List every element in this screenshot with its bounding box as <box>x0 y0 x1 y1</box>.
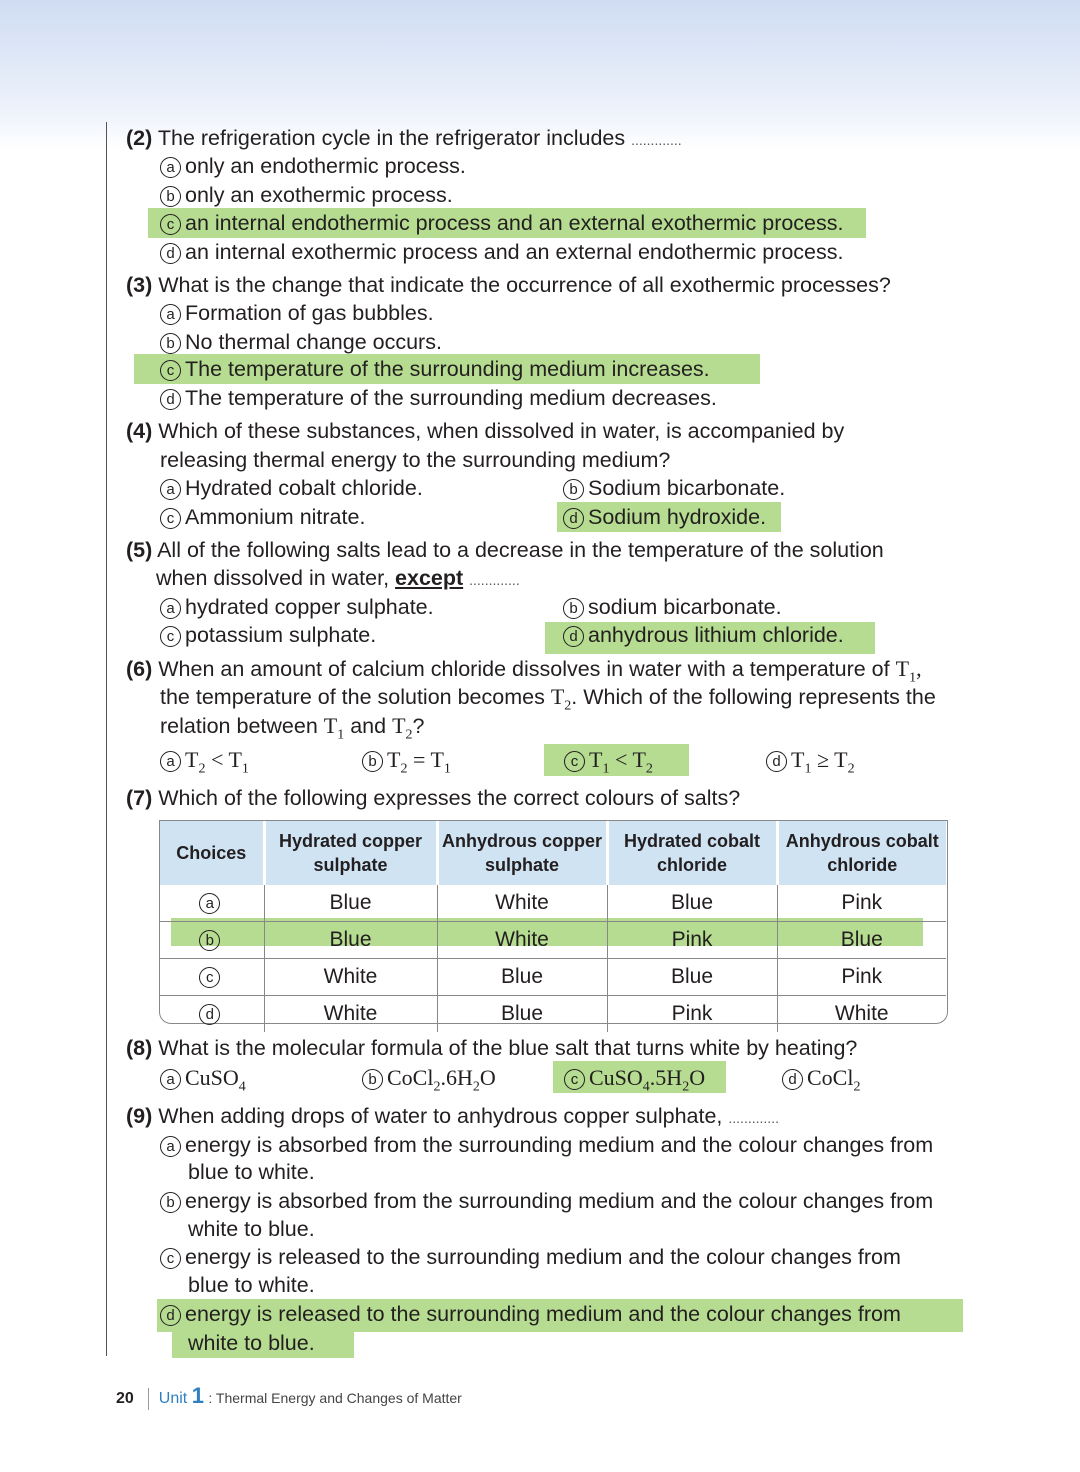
letter-d-icon: d <box>766 751 787 772</box>
table-cell: White <box>264 996 437 1033</box>
table-cell: White <box>437 922 607 959</box>
letter-b-icon: b <box>160 333 181 354</box>
table-cell: Blue <box>264 885 437 922</box>
q9-option-a-cont: blue to white. <box>188 1160 315 1184</box>
table-cell: White <box>834 1002 889 1025</box>
q3-question: (3) What is the change that indicate the occurrence of all exothermic processes? <box>126 273 891 297</box>
table-cell: Blue <box>437 996 607 1033</box>
table-header: Anhydrous cobalt chloride <box>777 821 946 885</box>
letter-b-icon: b <box>362 1069 383 1090</box>
q2-option-b[interactable]: b only an exothermic process. <box>160 182 453 208</box>
letter-d-icon: d <box>563 626 584 647</box>
letter-b-icon: b <box>362 751 383 772</box>
q9-option-d-cont: white to blue. <box>188 1331 315 1355</box>
left-margin-rule <box>106 122 107 1356</box>
q6-option-d[interactable]: d $T_1 \ge T_2$ <box>766 747 855 782</box>
q8-option-c[interactable]: c $CuSO_4.5H_2O$ <box>564 1065 705 1100</box>
letter-d-icon: d <box>160 1305 181 1326</box>
unit-number: 1 <box>191 1383 204 1408</box>
q4-option-b[interactable]: b Sodium bicarbonate. <box>563 475 785 501</box>
q2-option-a[interactable]: a only an endothermic process. <box>160 153 466 179</box>
q8-question: (8) What is the molecular formula of the blue salt that turns white by heating? <box>126 1036 858 1060</box>
q6-question: (6) When an amount of calcium chloride dissolves in water with a temperature of $T_1$, <box>126 656 922 686</box>
table-header: Anhydrous copper sulphate <box>437 821 607 885</box>
page-number: 20 <box>116 1390 134 1407</box>
q8-option-b[interactable]: b $CoCl_2.6H_2O$ <box>362 1065 496 1100</box>
q5-question: (5) All of the following salts lead to a decrease in the temperature of the solution <box>126 538 884 562</box>
table-cell: Pink <box>777 885 946 922</box>
letter-a-icon: a <box>160 598 181 619</box>
table-cell: Pink <box>777 959 946 996</box>
letter-a-icon: a <box>160 1136 181 1157</box>
q2-question: (2) The refrigeration cycle in the refrigerator includes ............. <box>126 126 682 150</box>
table-cell: Blue <box>607 885 777 922</box>
table-cell: Blue <box>437 959 607 996</box>
letter-d-icon: d <box>160 243 181 264</box>
q9-option-c-cont: blue to white. <box>188 1273 315 1297</box>
table-row[interactable] <box>160 996 946 1033</box>
q4-question: (4) Which of these substances, when dissolved in water, is accompanied by <box>126 419 845 443</box>
table-row[interactable] <box>160 959 946 996</box>
letter-c-icon: c <box>564 751 585 772</box>
q6-question-cont: the temperature of the solution becomes $T_2$. Which of the following represents the <box>160 684 936 714</box>
table-cell: White <box>264 959 437 996</box>
q3-option-c[interactable]: c The temperature of the surrounding medium increases. <box>160 356 710 382</box>
q2-option-c[interactable]: c an internal endothermic process and an external exothermic process. <box>160 210 844 236</box>
letter-c-icon: c <box>564 1069 585 1090</box>
table-cell: Blue <box>607 959 777 996</box>
table-cell: Blue <box>777 922 946 959</box>
q4-option-d[interactable]: d Sodium hydroxide. <box>563 504 766 530</box>
table-header: Hydrated cobalt chloride <box>607 821 777 885</box>
table-cell: Pink <box>607 996 777 1033</box>
letter-b-icon: b <box>563 479 584 500</box>
table-header-row <box>160 821 946 885</box>
q3-option-a[interactable]: a Formation of gas bubbles. <box>160 300 434 326</box>
table-header: Choices <box>160 821 264 885</box>
letter-a-icon: a <box>160 479 181 500</box>
q5-option-d[interactable]: d anhydrous lithium chloride. <box>563 622 844 648</box>
letter-d-icon: d <box>160 389 181 410</box>
q8-option-d[interactable]: d CoCl$_2$ <box>782 1065 860 1100</box>
letter-c-icon: c <box>160 360 181 381</box>
letter-a-icon: a <box>160 157 181 178</box>
letter-c-icon: c <box>199 967 220 988</box>
table-cell: Pink <box>607 922 777 959</box>
letter-a-icon: a <box>160 751 181 772</box>
q9-question: (9) When adding drops of water to anhydrous copper sulphate, ............. <box>126 1104 779 1128</box>
letter-a-icon: a <box>160 1069 181 1090</box>
q5-option-b[interactable]: b sodium bicarbonate. <box>563 594 782 620</box>
letter-a-icon: a <box>199 893 220 914</box>
q9-option-c[interactable]: c energy is released to the surrounding medium and the colour changes from <box>160 1244 901 1270</box>
letter-a-icon: a <box>160 304 181 325</box>
letter-b-icon: b <box>199 930 220 951</box>
q3-option-d[interactable]: d The temperature of the surrounding medium decreases. <box>160 385 717 411</box>
q4-question-cont: releasing thermal energy to the surrounding medium? <box>160 448 671 472</box>
letter-b-icon: b <box>160 1192 181 1213</box>
q6-option-a[interactable]: a $T_2 < T_1$ <box>160 747 249 782</box>
q6-question-cont2: relation between $T_1$ and $T_2$? <box>160 713 425 743</box>
q6-option-b[interactable]: b $T_2 = T_1$ <box>362 747 451 782</box>
q2-option-d[interactable]: d an internal exothermic process and an external endothermic process. <box>160 239 844 265</box>
q4-option-c[interactable]: c Ammonium nitrate. <box>160 504 365 530</box>
q9-option-a[interactable]: a energy is absorbed from the surrounding medium and the colour changes from <box>160 1132 933 1158</box>
q9-option-d[interactable]: d energy is released to the surrounding medium and the colour changes from <box>160 1301 901 1327</box>
q4-option-a[interactable]: a Hydrated cobalt chloride. <box>160 475 423 501</box>
q5-option-a[interactable]: a hydrated copper sulphate. <box>160 594 434 620</box>
unit-label: Unit <box>158 1390 188 1407</box>
letter-c-icon: c <box>160 626 181 647</box>
q6-option-c[interactable]: c $T_1 < T_2$ <box>564 747 653 782</box>
letter-b-icon: b <box>563 598 584 619</box>
letter-c-icon: c <box>160 1248 181 1269</box>
letter-d-icon: d <box>563 508 584 529</box>
table-row[interactable] <box>160 885 946 922</box>
letter-c-icon: c <box>160 508 181 529</box>
letter-c-icon: c <box>160 214 181 235</box>
q9-option-b-cont: white to blue. <box>188 1217 315 1241</box>
q9-option-b[interactable]: b energy is absorbed from the surrounding medium and the colour changes from <box>160 1188 933 1214</box>
table-header: Hydrated copper sulphate <box>264 821 437 885</box>
page-footer <box>116 1383 462 1410</box>
q8-option-a[interactable]: a CuSO$_4$ <box>160 1065 246 1100</box>
q7-colours-table <box>160 821 946 1032</box>
table-cell: White <box>437 885 607 922</box>
table-row[interactable] <box>160 922 946 959</box>
letter-b-icon: b <box>160 186 181 207</box>
table-cell: Blue <box>264 922 437 959</box>
q5-option-c[interactable]: c potassium sulphate. <box>160 622 376 648</box>
letter-d-icon: d <box>199 1004 220 1025</box>
unit-title: : Thermal Energy and Changes of Matter <box>208 1390 462 1406</box>
q7-question: (7) Which of the following expresses the correct colours of salts? <box>126 786 741 810</box>
q5-question-cont: when dissolved in water, except ............. <box>156 566 520 590</box>
letter-d-icon: d <box>782 1069 803 1090</box>
q3-option-b[interactable]: b No thermal change occurs. <box>160 329 442 355</box>
